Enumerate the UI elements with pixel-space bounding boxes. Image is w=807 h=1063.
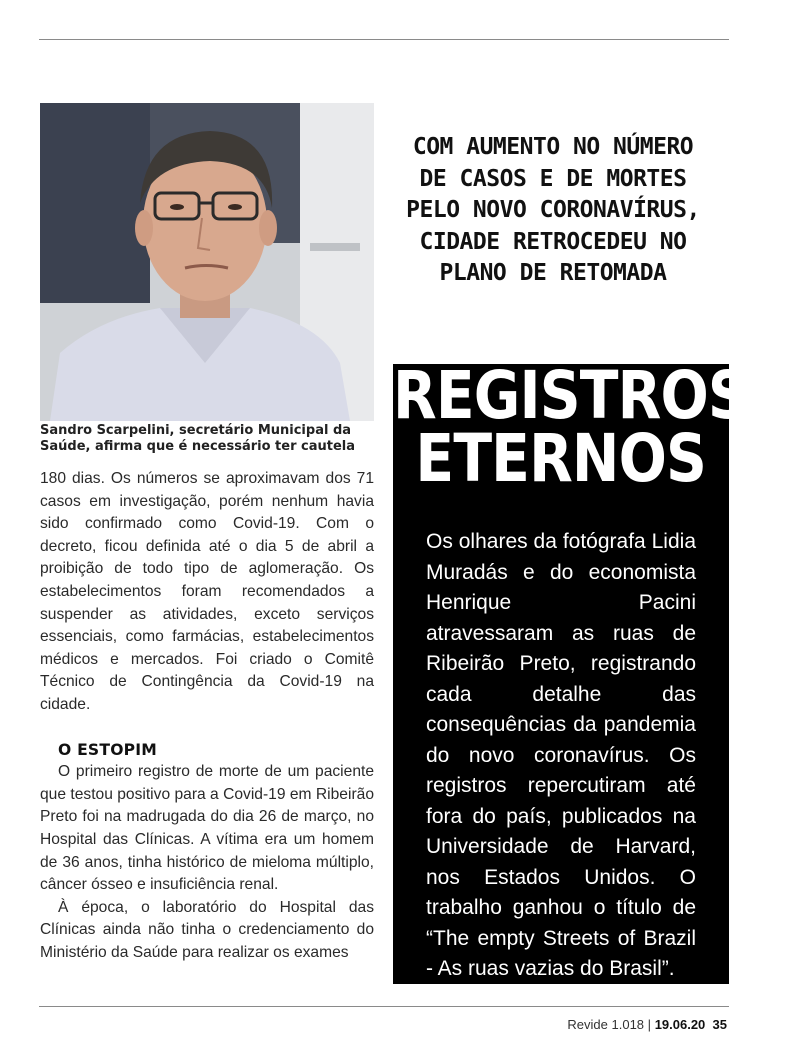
- portrait-photo-image: [40, 103, 374, 421]
- deck-line: PELO NOVO CORONAVÍRUS,: [406, 197, 700, 223]
- deck-line: PLANO DE RETOMADA: [439, 260, 667, 286]
- page-folio: [567, 1017, 727, 1032]
- body-paragraph-3: À época, o laboratório do Hospital das Clínicas ainda não tinha o credenciamento do Ministério da Saúde para realizar os exames: [40, 898, 374, 961]
- page-number: 35: [712, 1017, 727, 1032]
- issue-date: 19.06.20: [654, 1017, 706, 1032]
- feature-standfirst: Os olhares da fotógrafa Lidia Muradás e do economista Henrique Pacini atravessaram as ruas de Ribeirão Preto, registrando cada detalhe das consequências da pandemia do novo coronavírus. Os registros repercutiram até fora do país, publicados na Universidade de Harvard, nos Estados Unidos. O trabalho ganhou o título de “The empty Streets of Brazil - As ruas vazias do Brasil”.: [426, 530, 696, 980]
- bottom-rule: [39, 1006, 729, 1007]
- feature-title-line-1: REGISTROS: [393, 357, 748, 434]
- photo-caption: Sandro Scarpelini, secretário Municipal da Saúde, afirma que é necessário ter cautela: [40, 423, 356, 454]
- deck-line: DE CASOS E DE MORTES: [419, 165, 687, 192]
- body-paragraph-2: O primeiro registro de morte de um paciente que testou positivo para a Covid-19 em Ribeirão Preto foi na madrugada do dia 26 de março, no Hospital das Clínicas. A vítima era um homem de 36 anos, tinha histórico de mieloma múltiplo, câncer ósseo e insuficiência renal.: [40, 763, 374, 894]
- deck-line: CIDADE RETROCEDEU NO: [419, 228, 687, 255]
- section-subhead: O ESTOPIM: [58, 740, 158, 759]
- publication-name: Revide 1.018: [567, 1017, 645, 1032]
- body-column: [40, 468, 374, 964]
- top-rule: [39, 39, 729, 40]
- body-paragraph-1: 180 dias. Os números se aproximavam dos 71 casos em investigação, porém nenhum havia sido confirmado como Covid-19. Com o decreto, ficou definida até o dia 5 de abril a proibição de todo tipo de aglomeração. Os estabelecimentos foram recomendados a suspender as atividades, exceto serviços essenciais, como farmácias, estabelecimentos médicos e mercados. Foi criado o Comitê Técnico de Contingência da Covid-19 na cidade.: [40, 470, 374, 713]
- feature-title-line-2: ETERNOS: [415, 420, 706, 497]
- deck-headline: [403, 132, 703, 290]
- deck-line: COM AUMENTO NO NÚMERO: [412, 134, 694, 160]
- folio-separator: |: [647, 1017, 652, 1032]
- portrait-photo: [40, 103, 374, 421]
